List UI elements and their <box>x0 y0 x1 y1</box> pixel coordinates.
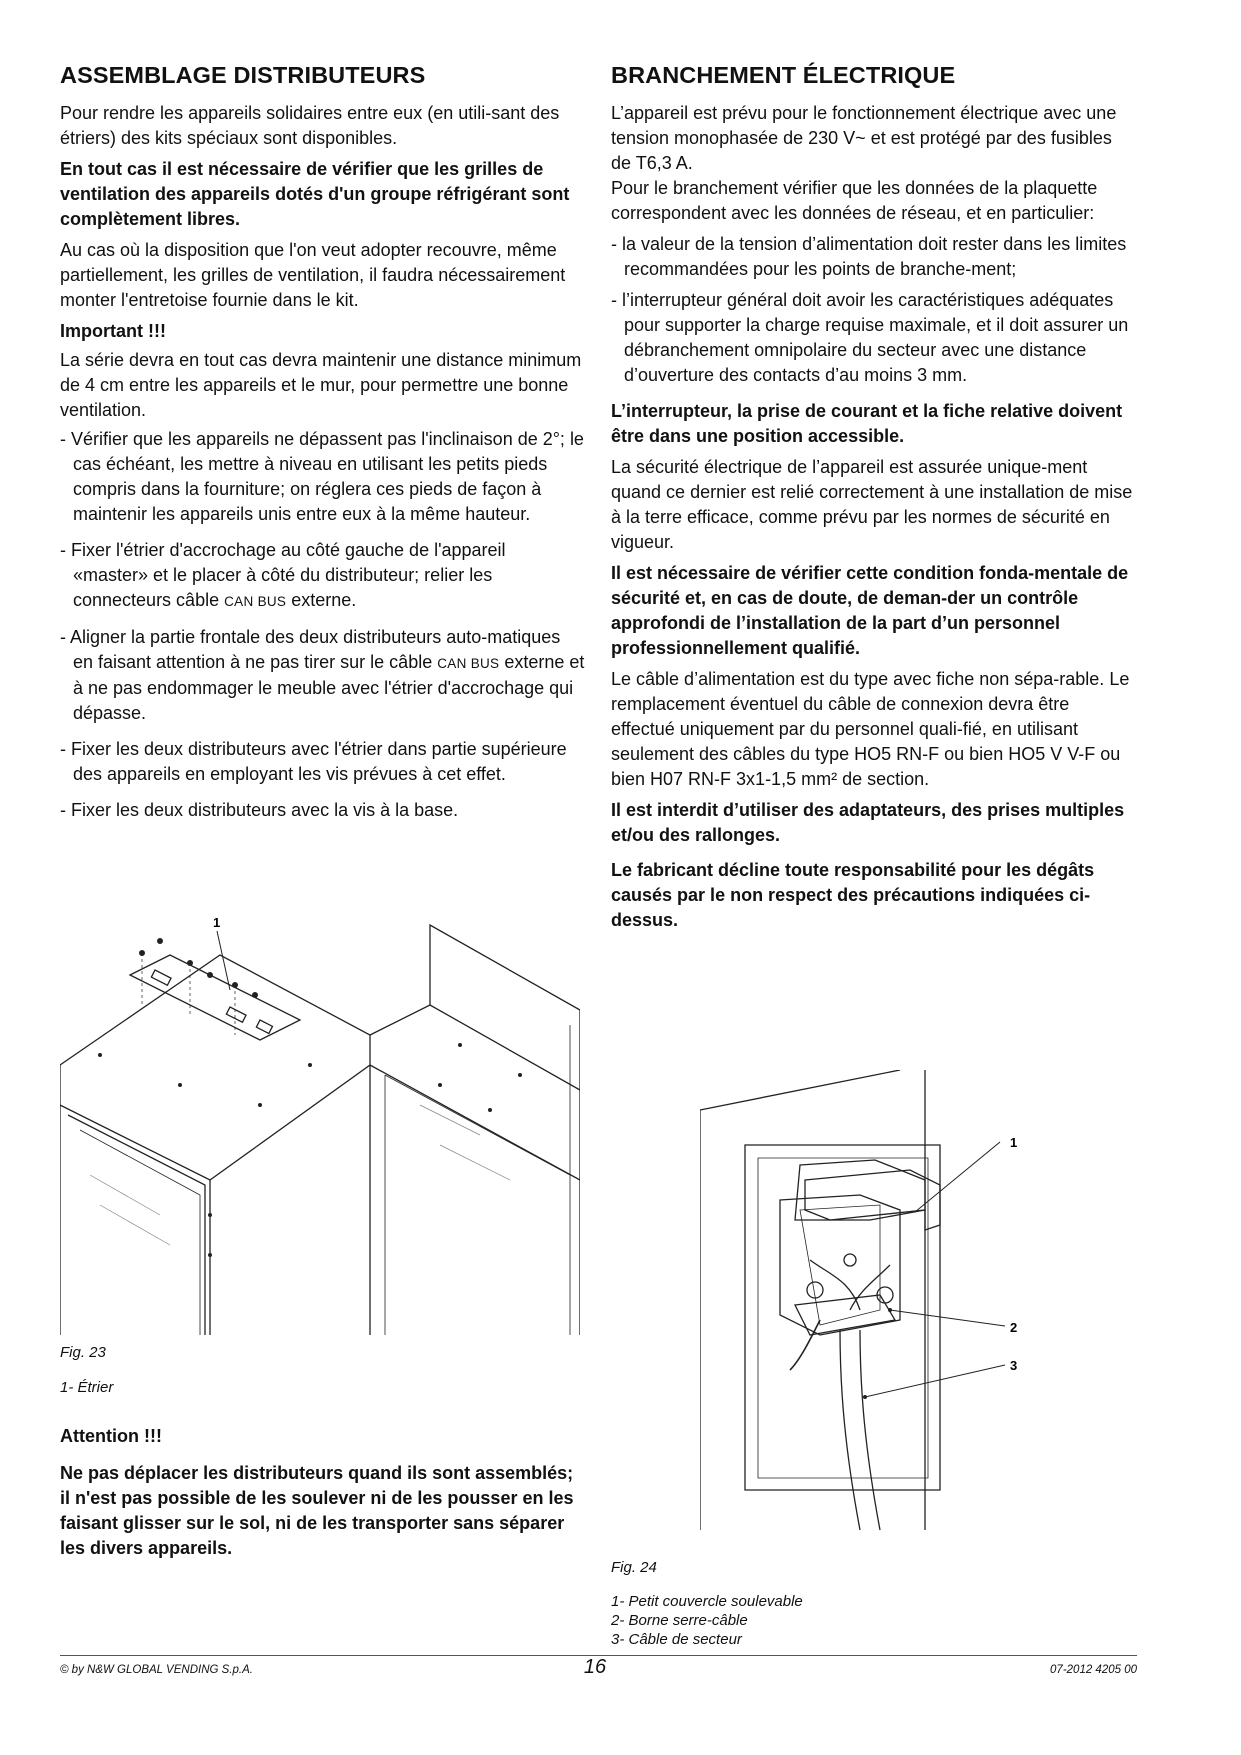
legend-item: 3- Câble de secteur <box>611 1631 742 1648</box>
bold-notice: L’interrupteur, la prise de courant et la fiche relative doivent être dans une position accessible. <box>611 401 1123 446</box>
figure-23-drawing <box>60 915 580 1335</box>
fig24-callout-3: 3 <box>1010 1358 1018 1373</box>
list-item: - Vérifier que les appareils ne dépassent pas l'inclinaison de 2°; le cas échéant, les mettre à niveau en utilisant les petits pieds compris dans la fourniture; on réglera ces pieds de façon à maintenir les appareils unis entre eux à la même hauteur. <box>60 427 585 527</box>
paragraph: La sécurité électrique de l’appareil est assurée unique-ment quand ce dernier est relié correctement à une installation de mise à la terre efficace, comme prévu par les normes de sécurité en vigueur. <box>611 457 1133 552</box>
section-title-branchement: BRANCHEMENT ÉLECTRIQUE <box>611 62 956 88</box>
fig23-legend: 1- Étrier <box>60 1379 114 1396</box>
instruction-list <box>60 427 585 823</box>
bold-notice: Il est nécessaire de vérifier cette condition fonda-mentale de sécurité et, en cas de doute, de deman-der un contrôle approfondi de l’installation de la part d’un personnel professionnellement qualifié. <box>611 563 1129 658</box>
important-heading: Important !!! <box>60 321 166 341</box>
list-item: - Fixer les deux distributeurs avec la vis à la base. <box>60 798 585 823</box>
list-item: - Fixer l'étrier d'accrochage au côté gauche de l'appareil «master» et le placer à côté du distributeur; relier les connecteurs câble CAN BUS externe. <box>60 538 585 614</box>
paragraph: Au cas où la disposition que l'on veut adopter recouvre, même partiellement, les grilles de ventilation, il faudra nécessairement monter l'entretoise fournie dans le kit. <box>60 240 566 310</box>
list-item: - la valeur de la tension d’alimentation doit rester dans les limites recommandées pour les points de branche-ment; <box>611 232 1136 282</box>
footer-document-code: 07-2012 4205 00 <box>1050 1664 1137 1676</box>
legend-item: 1- Petit couvercle soulevable <box>611 1593 803 1610</box>
attention-block <box>60 1424 585 1567</box>
paragraph: L’appareil est prévu pour le fonctionnement électrique avec une tension monophasée de 230 V~ et est protégé par des fusibles de T6,3 A. <box>611 103 1117 173</box>
fig24-label: Fig. 24 <box>611 1559 657 1576</box>
can-bus-label: CAN BUS <box>437 656 500 671</box>
footer-copyright: © by N&W GLOBAL VENDING S.p.A. <box>60 1664 253 1676</box>
paragraph: Pour rendre les appareils solidaires entre eux (en utili-sant des étriers) des kits spéciaux sont disponibles. <box>60 103 560 148</box>
bold-warning: En tout cas il est nécessaire de vérifier que les grilles de ventilation des appareils dotés d'un groupe réfrigérant sont complètement libres. <box>60 159 570 229</box>
paragraph: Pour le branchement vérifier que les données de la plaquette correspondent avec les données de réseau, et en particulier: <box>611 178 1098 223</box>
left-column <box>60 62 585 834</box>
fig24-callout-2: 2 <box>1010 1320 1018 1335</box>
list-item: - Aligner la partie frontale des deux distributeurs auto-matiques en faisant attention à ne pas tirer sur le câble CAN BUS externe et à ne pas endommager le meuble avec l'étrier d'accrochage qui dépasse. <box>60 625 585 726</box>
fig23-label: Fig. 23 <box>60 1344 106 1361</box>
page-number: 16 <box>583 1656 607 1678</box>
list-item: - l’interrupteur général doit avoir les caractéristiques adéquates pour supporter la charge requise maximale, et il doit assurer un débranchement omnipolaire du secteur avec une distance d’ouverture des contacts d’au moins 3 mm. <box>611 288 1136 388</box>
fig23-callout-1: 1 <box>213 915 221 930</box>
list-item: - Fixer les deux distributeurs avec l'étrier dans partie supérieure des appareils en employant les vis prévues à cet effet. <box>60 737 585 787</box>
section-title-assemblage: ASSEMBLAGE DISTRIBUTEURS <box>60 62 426 88</box>
fig24-callout-1: 1 <box>1010 1135 1018 1150</box>
requirements-list <box>611 232 1136 388</box>
fig24-legend <box>611 1592 803 1649</box>
paragraph: La série devra en tout cas devra maintenir une distance minimum de 4 cm entre les appareils et le mur, pour permettre une bonne ventilation. <box>60 350 582 420</box>
can-bus-label: CAN BUS <box>224 594 287 609</box>
legend-item: 2- Borne serre-câble <box>611 1612 748 1629</box>
bold-notice: Il est interdit d’utiliser des adaptateurs, des prises multiples et/ou des rallonges. <box>611 800 1125 845</box>
attention-heading: Attention !!! <box>60 1426 162 1446</box>
figure-24-drawing <box>700 1070 1080 1550</box>
right-column <box>611 62 1136 939</box>
attention-text: Ne pas déplacer les distributeurs quand ils sont assemblés; il n'est pas possible de les soulever ni de les pousser en les faisant glisser sur le sol, ni de les transporter sans séparer les divers appareils. <box>60 1463 574 1558</box>
paragraph: Le câble d’alimentation est du type avec fiche non sépa-rable. Le remplacement éventuel du câble de connexion devra être effectué uniquement par du personnel quali-fié, en utilisant seulement des câbles du type HO5 RN-F ou bien HO5 V V-F ou bien H07 RN-F 3x1-1,5 mm² de section. <box>611 669 1130 789</box>
bold-notice: Le fabricant décline toute responsabilité pour les dégâts causés par le non respect des précautions indiquées ci-dessus. <box>611 860 1095 930</box>
